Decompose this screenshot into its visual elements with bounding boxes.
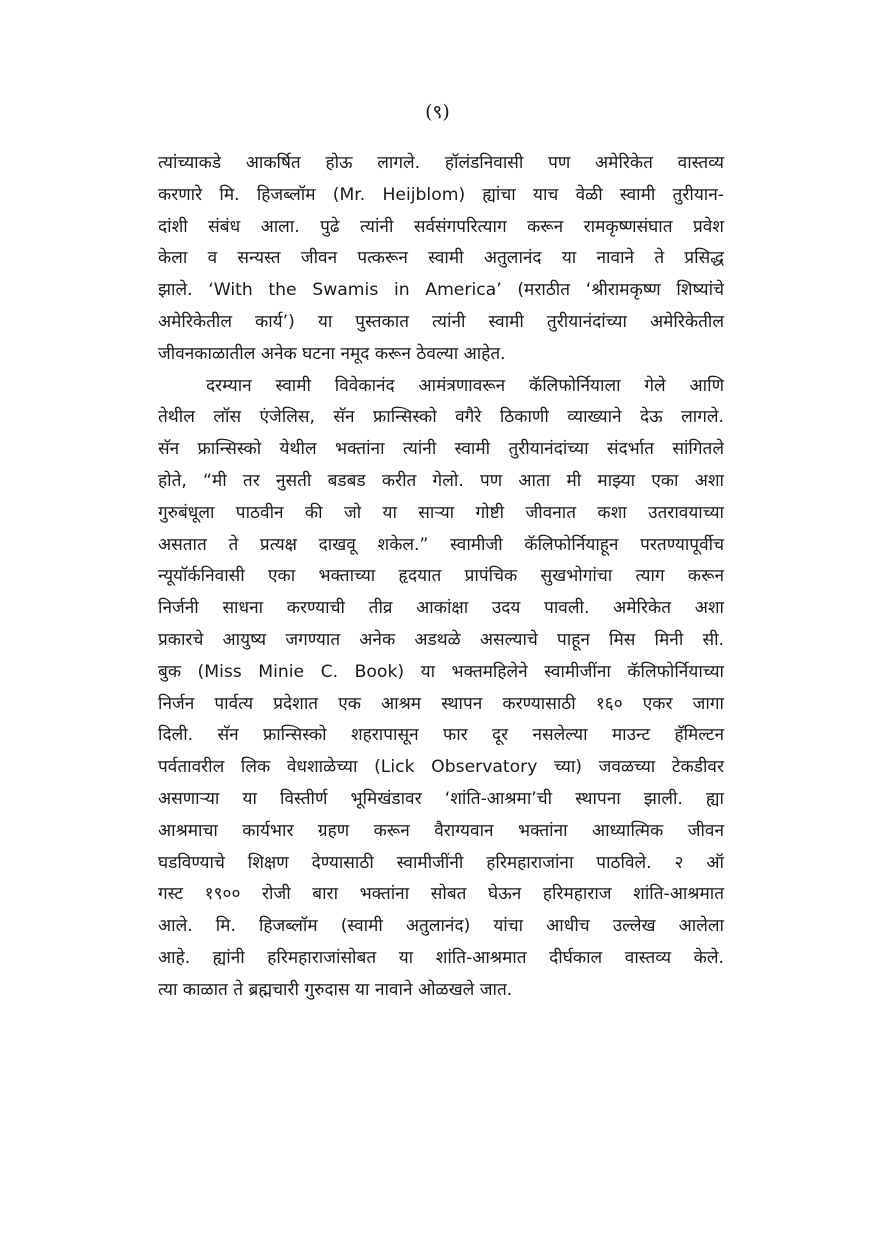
text-line: दांशी संबंध आला. पुढे त्यांनी सर्वसंगपरित्याग करून रामकृष्णसंघात प्रवेश [158,216,724,237]
text-line: तेथील लॉस एंजेलिस, सॅन फ्रान्सिस्को वगैरे ठिकाणी व्याख्याने देऊ लागले. [158,407,724,428]
text-line: आश्रमाचा कार्यभार ग्रहण करून वैराग्यवान भक्तांना आध्यात्मिक जीवन [158,820,724,841]
paragraph-1 [158,148,724,371]
text-line: त्यांच्याकडे आकर्षित होऊ लागले. हॉलंडनिवासी पण अमेरिकेत वास्तव्य [158,153,724,173]
text-line: घडविण्याचे शिक्षण देण्यासाठी स्वामीजींनी हरिमहाराजांना पाठविले. २ ऑ [158,852,724,873]
text-line: आले. मि. हिजब्लॉम (स्वामी अतुलानंद) यांचा आधीच उल्लेख आलेला [158,916,724,937]
text-line: गस्ट १९०० रोजी बारा भक्तांना सोबत घेऊन हरिमहाराज शांति-आश्रमात [158,884,724,905]
text-line: करणारे मि. हिजब्लॉम (Mr. Heijblom) ह्यांचा याच वेळी स्वामी तुरीयान- [158,184,724,205]
text-line: अमेरिकेतील कार्य’) या पुस्तकात त्यांनी स्वामी तुरीयानंदांच्या अमेरिकेतील [158,311,724,332]
body-text [158,148,724,1007]
text-line: आहे. ह्यांनी हरिमहाराजांसोबत या शांति-आश्रमात दीर्घकाल वास्तव्य केले. [158,947,724,968]
text-line: असतात ते प्रत्यक्ष दाखवू शकेल.” स्वामीजी कॅलिफोर्नियाहून परतण्यापूर्वीच [158,534,724,555]
paragraph-2 [158,371,724,1007]
text-line: पर्वतावरील लिक वेधशाळेच्या (Lick Observatory च्या) जवळच्या टेकडीवर [158,757,724,778]
text-line: न्यूयॉर्कनिवासी एका भक्ताच्या हृदयात प्रापंचिक सुखभोगांचा त्याग करून [158,566,724,587]
text-line: केला व सन्यस्त जीवन पत्करून स्वामी अतुलानंद या नावाने ते प्रसिद्ध [158,248,724,269]
text-line: दिली. सॅन फ्रान्सिस्को शहरापासून फार दूर नसलेल्या माउन्ट हॅमिल्टन [158,725,724,746]
text-line: जीवनकाळातील अनेक घटना नमूद करून ठेवल्या आहेत. [158,343,506,364]
text-line: सॅन फ्रान्सिस्को येथील भक्तांना त्यांनी स्वामी तुरीयानंदांच्या संदर्भात सांगितले [158,439,724,460]
text-line: होते, “मी तर नुसती बडबड करीत गेलो. पण आता मी माझ्या एका अशा [158,470,724,491]
text-line: निर्जन पार्वत्य प्रदेशात एक आश्रम स्थापन करण्यासाठी १६० एकर जागा [158,693,724,714]
page-number: (९) [425,101,450,123]
text-line: गुरुबंधूला पाठवीन की जो या साऱ्या गोष्टी जीवनात कशा उतरावयाच्या [158,502,724,523]
text-line: बुक (Miss Minie C. Book) या भक्तमहिलेने स्वामीजींना कॅलिफोर्नियाच्या [158,661,724,682]
text-line: प्रकारचे आयुष्य जगण्यात अनेक अडथळे असल्याचे पाहून मिस मिनी सी. [158,629,724,650]
text-line: त्या काळात ते ब्रह्मचारी गुरुदास या नावाने ओळखले जात. [158,979,513,1000]
text-line: निर्जनी साधना करण्याची तीव्र आकांक्षा उदय पावली. अमेरिकेत अशा [158,598,724,619]
text-line: झाले. ‘With the Swamis in America’ (मराठीत ‘श्रीरामकृष्ण शिष्यांचे [158,280,724,301]
text-line: असणाऱ्या या विस्तीर्ण भूमिखंडावर ‘शांति-आश्रमा’ची स्थापना झाली. ह्या [158,788,724,809]
text-line: दरम्यान स्वामी विवेकानंद आमंत्रणावरून कॅलिफोर्नियाला गेले आणि [206,375,724,396]
